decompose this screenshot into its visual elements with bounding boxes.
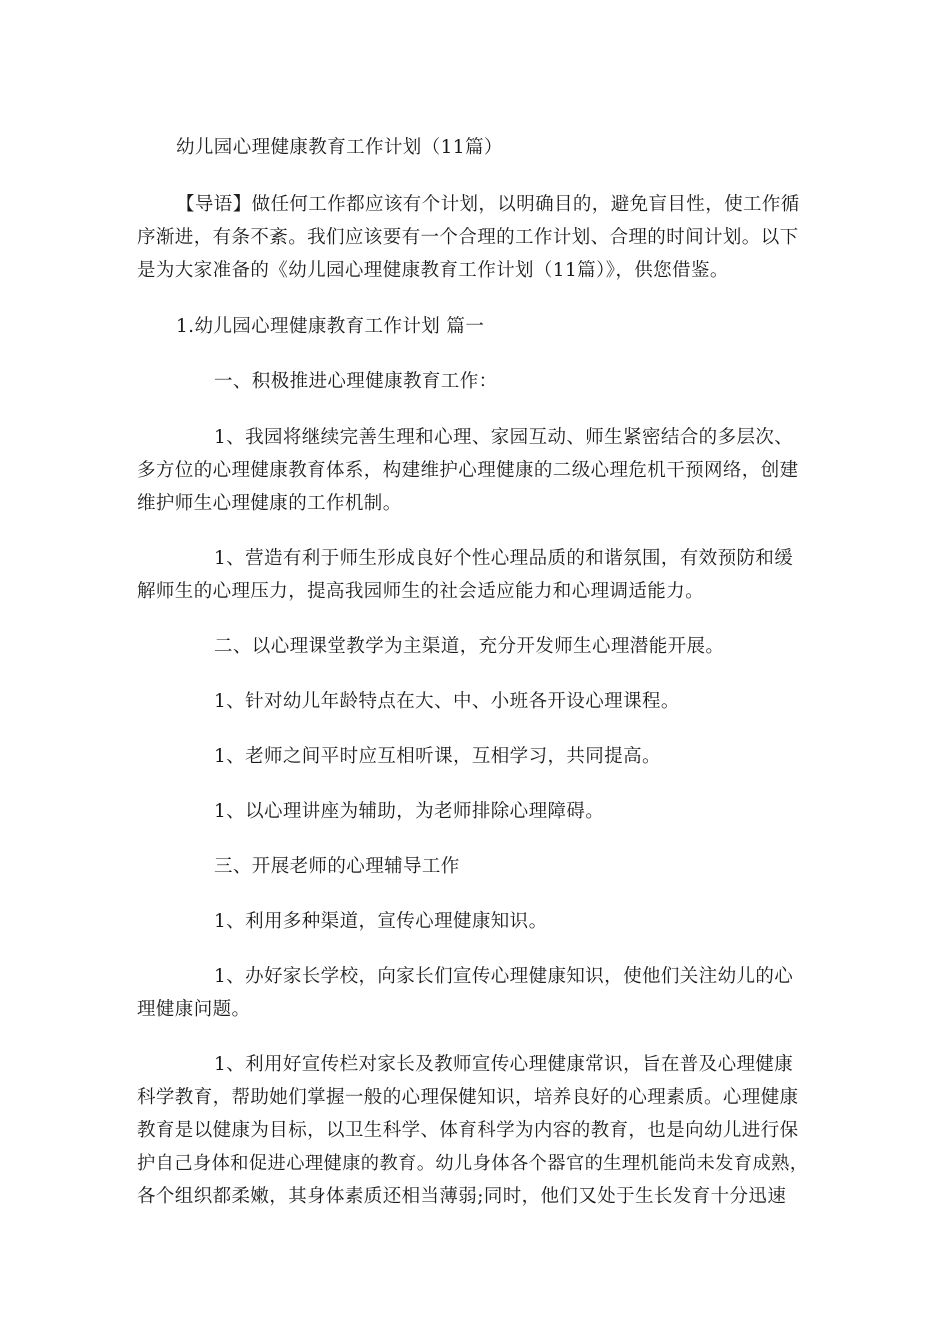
paragraph-line: 1、办好家长学校，向家长们宣传心理健康知识，使他们关注幼儿的心 [214,966,794,987]
intro-line: 序渐进，有条不紊。我们应该要有一个合理的工作计划、合理的时间计划。以下 [137,227,799,248]
paragraph-line: 1、利用好宣传栏对家长及教师宣传心理健康常识，旨在普及心理健康 [214,1054,794,1075]
intro-line: 是为大家准备的《幼儿园心理健康教育工作计划（11篇）》，供您借鉴。 [137,260,729,281]
paragraph-line: 1、利用多种渠道，宣传心理健康知识。 [214,911,548,932]
paragraph-line: 解师生的心理压力，提高我园师生的社会适应能力和心理调适能力。 [137,581,705,602]
paragraph-line: 教育是以健康为目标，以卫生科学、体育科学为内容的教育，也是向幼儿进行保 [137,1120,799,1141]
paragraph-line: 多方位的心理健康教育体系，构建维护心理健康的二级心理危机干预网络，创建 [137,460,799,481]
intro-line: 【导语】做任何工作都应该有个计划，以明确目的，避免盲目性，使工作循 [176,194,800,215]
subheading: 二、以心理课堂教学为主渠道，充分开发师生心理潜能开展。 [214,636,725,657]
paragraph-line: 1、针对幼儿年龄特点在大、中、小班各开设心理课程。 [214,691,680,712]
paragraph-line: 1、老师之间平时应互相听课，互相学习，共同提高。 [214,746,661,767]
paragraph-line: 1、我园将继续完善生理和心理、家园互动、师生紧密结合的多层次、 [214,427,794,448]
paragraph-line: 1、以心理讲座为辅助，为老师排除心理障碍。 [214,801,605,822]
paragraph-line: 1、营造有利于师生形成良好个性心理品质的和谐氛围，有效预防和缓 [214,548,794,569]
section-heading: 1.幼儿园心理健康教育工作计划 篇一 [176,316,485,337]
subheading: 一、积极推进心理健康教育工作： [214,371,498,392]
document-title: 幼儿园心理健康教育工作计划（11篇） [176,137,503,158]
paragraph-line: 维护师生心理健康的工作机制。 [137,493,402,514]
subheading: 三、开展老师的心理辅导工作 [214,856,460,877]
paragraph-line: 科学教育，帮助她们掌握一般的心理保健知识，培养良好的心理素质。心理健康 [137,1087,799,1108]
paragraph-line: 护自己身体和促进心理健康的教育。幼儿身体各个器官的生理机能尚未发育成熟， [137,1153,809,1174]
paragraph-line: 理健康问题。 [137,999,251,1020]
paragraph-line: 各个组织都柔嫩，其身体素质还相当薄弱;同时，他们又处于生长发育十分迅速 [137,1186,787,1207]
